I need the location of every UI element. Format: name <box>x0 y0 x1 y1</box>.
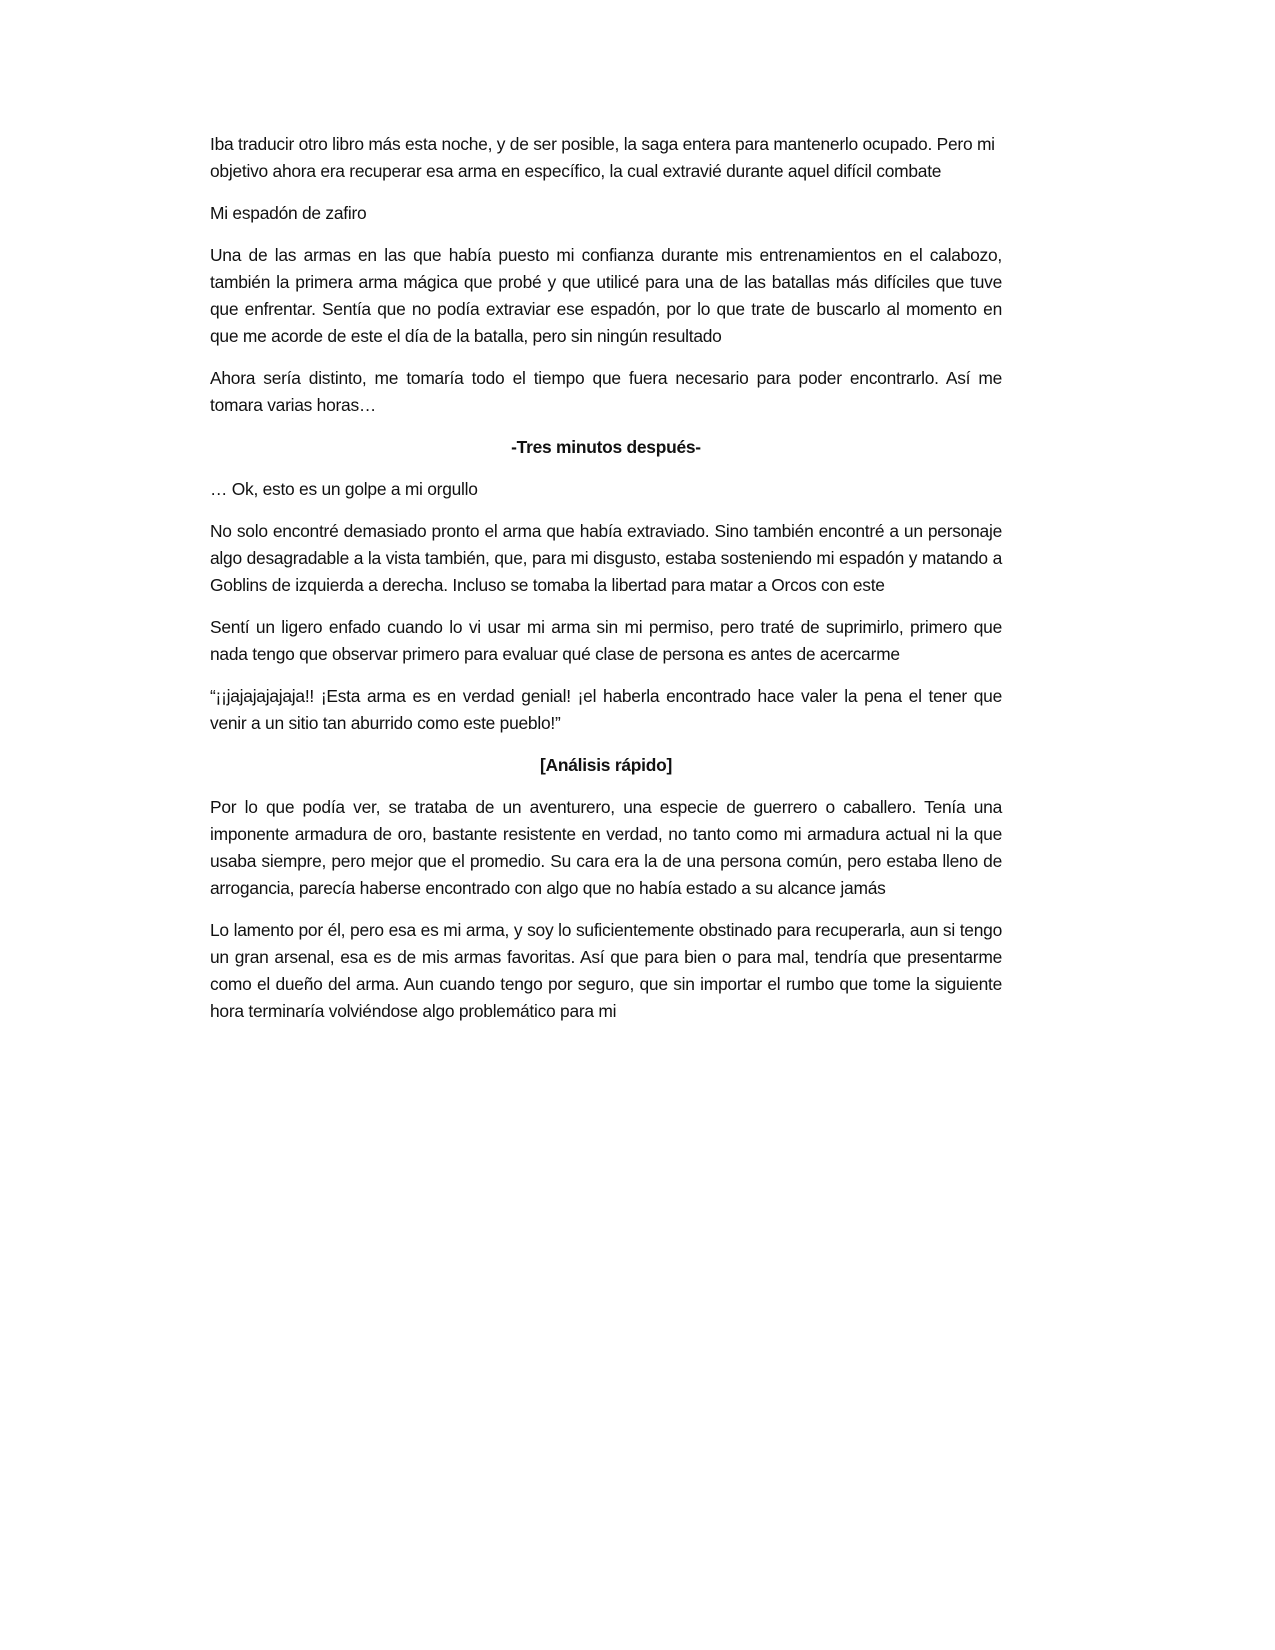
paragraph: Lo lamento por él, pero esa es mi arma, y soy lo suficientemente obstinado para recuperarla, aun si tengo un gran arsenal, esa es de mis armas favoritas. Así que para bien o para mal, tendría que presentarme como el dueño del arma. Aun cuando tengo por seguro, que sin importar el rumbo que tome la siguiente hora terminaría volviéndose algo problemático para mi <box>210 920 1002 1021</box>
scene-heading: -Tres minutos después- <box>511 437 701 457</box>
paragraph: Ahora sería distinto, me tomaría todo el tiempo que fuera necesario para poder encontrarlo. Así me tomara varias horas… <box>210 368 1002 415</box>
paragraph: No solo encontré demasiado pronto el arma que había extraviado. Sino también encontré a un personaje algo desagradable a la vista también, que, para mi disgusto, estaba sosteniendo mi espadón y matando a Goblins de izquierda a derecha. Incluso se tomaba la libertad para matar a Orcos con este <box>210 521 1002 595</box>
paragraph: … Ok, esto es un golpe a mi orgullo <box>210 479 478 499</box>
paragraph: Iba traducir otro libro más esta noche, y de ser posible, la saga entera para mantenerlo ocupado. Pero mi objetivo ahora era recuperar esa arma en específico, la cual extravié durante aquel difícil combate <box>210 134 995 181</box>
paragraph: Sentí un ligero enfado cuando lo vi usar mi arma sin mi permiso, pero traté de suprimirlo, primero que nada tengo que observar primero para evaluar qué clase de persona es antes de acercarme <box>210 617 1002 664</box>
paragraph: Por lo que podía ver, se trataba de un aventurero, una especie de guerrero o caballero. Tenía una imponente armadura de oro, bastante resistente en verdad, no tanto como mi armadura actual ni la que usaba siempre, pero mejor que el promedio. Su cara era la de una persona común, pero estaba lleno de arrogancia, parecía haberse encontrado con algo que no había estado a su alcance jamás <box>210 797 1002 898</box>
paragraph: Mi espadón de zafiro <box>210 203 367 223</box>
document-page <box>210 131 1002 1040</box>
section-heading: [Análisis rápido] <box>540 755 672 775</box>
paragraph: Una de las armas en las que había puesto mi confianza durante mis entrenamientos en el calabozo, también la primera arma mágica que probé y que utilicé para una de las batallas más difíciles que tuve que enfrentar. Sentía que no podía extraviar ese espadón, por lo que trate de buscarlo al momento en que me acorde de este el día de la batalla, pero sin ningún resultado <box>210 245 1002 346</box>
dialogue-paragraph: “¡¡jajajajajaja!! ¡Esta arma es en verdad genial! ¡el haberla encontrado hace valer la pena el tener que venir a un sitio tan aburrido como este pueblo!” <box>210 686 1002 733</box>
